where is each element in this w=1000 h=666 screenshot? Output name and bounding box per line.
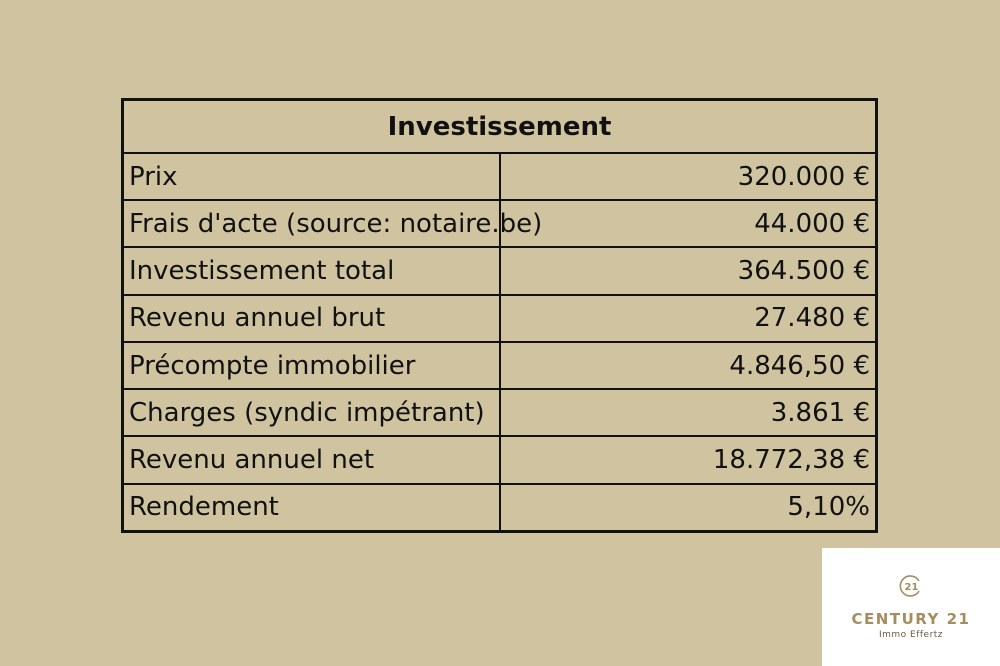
row-label: Charges (syndic impétrant): [123, 389, 500, 436]
row-value: 320.000 €: [500, 153, 877, 200]
row-value: 5,10%: [500, 484, 877, 532]
table-row-revenu-net: [123, 436, 877, 483]
table-row-frais-acte: [123, 200, 877, 247]
table-row-charges: [123, 389, 877, 436]
table-row-prix: [123, 153, 877, 200]
emblem-number: 21: [904, 582, 919, 593]
table-title: Investissement: [123, 100, 877, 154]
row-label: Précompte immobilier: [123, 342, 500, 389]
row-label: Prix: [123, 153, 500, 200]
row-value: 27.480 €: [500, 295, 877, 342]
row-label: Frais d'acte (source: notaire.be): [123, 200, 500, 247]
investment-table: [121, 98, 878, 533]
table-row-revenu-brut: [123, 295, 877, 342]
row-value: 4.846,50 €: [500, 342, 877, 389]
row-label: Revenu annuel net: [123, 436, 500, 483]
row-value: 364.500 €: [500, 247, 877, 294]
table-row-precompte: [123, 342, 877, 389]
century21-emblem-icon: [899, 574, 923, 598]
row-value: 44.000 €: [500, 200, 877, 247]
row-label: Revenu annuel brut: [123, 295, 500, 342]
table-header-row: [123, 100, 877, 154]
table-row-rendement: [123, 484, 877, 532]
table-row-investissement-total: [123, 247, 877, 294]
row-value: 18.772,38 €: [500, 436, 877, 483]
row-value: 3.861 €: [500, 389, 877, 436]
logo-brand-name: CENTURY 21: [851, 610, 971, 628]
row-label: Investissement total: [123, 247, 500, 294]
century21-logo: [822, 548, 1000, 666]
logo-agency-name: Immo Effertz: [878, 630, 944, 640]
row-label: Rendement: [123, 484, 500, 532]
